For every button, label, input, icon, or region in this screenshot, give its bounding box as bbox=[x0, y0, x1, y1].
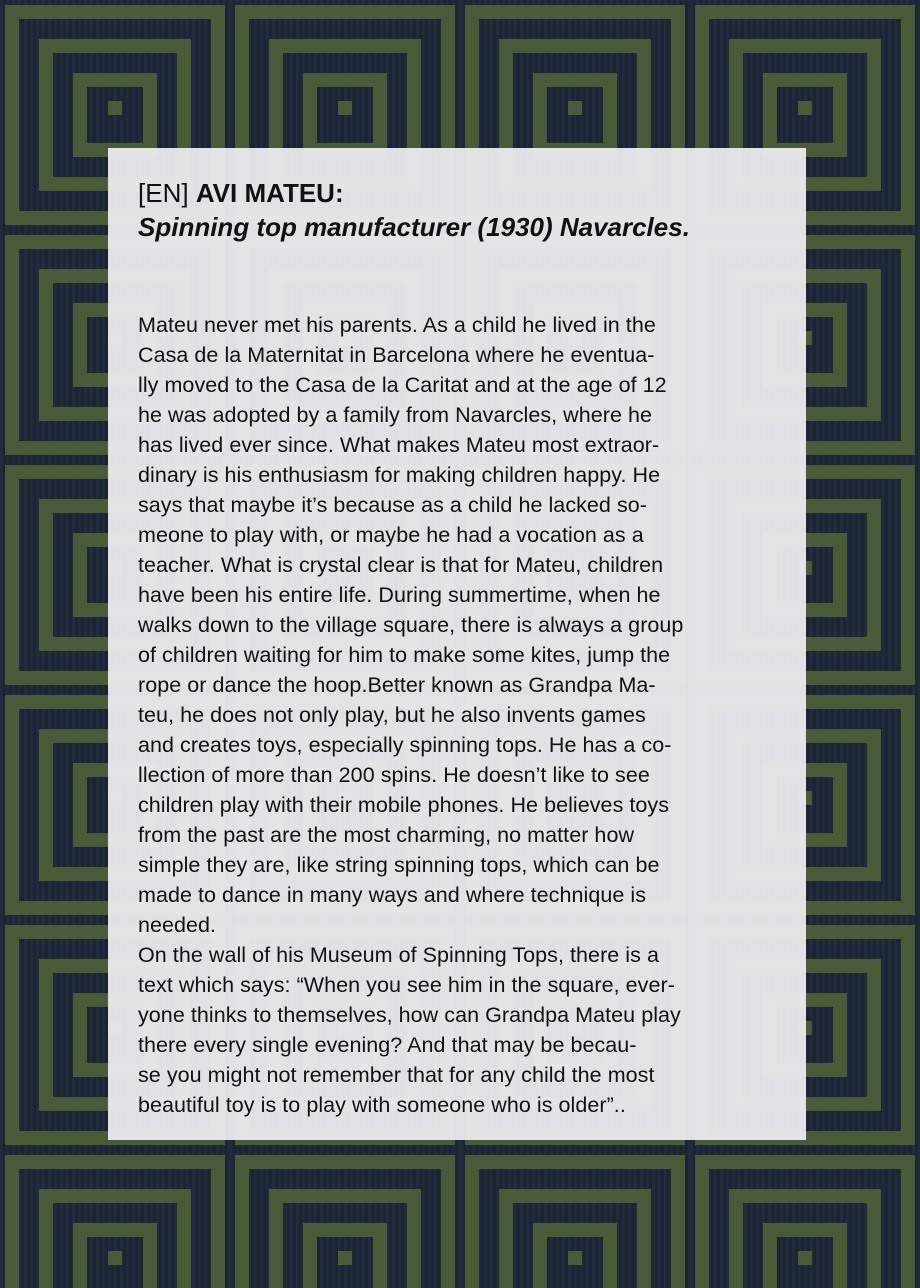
text-card bbox=[108, 148, 806, 1140]
biography-paragraph-1: Mateu never met his parents. As a child he lived in the Casa de la Maternitat in Barcelona where he eventua- lly moved to the Casa de la Caritat and at the age of 12 he was adopted by a family from Navarcles, where he has lived ever since. What makes Mateu most extraor- dinary is his enthusiasm for making children happy. He says that maybe it’s because as a child he lacked so- meone to play with, or maybe he had a vocation as a teacher. What is crystal clear is that for Mateu, children have been his entire life. During summertime, when he walks down to the village square, there is always a group of children waiting for him to make some kites, jump the rope or dance the hoop.Better known as Grandpa Ma- teu, he does not only play, but he also invents games and creates toys, especially spinning tops. He has a co- llection of more than 200 spins. He doesn’t like to see children play with their mobile phones. He believes toys from the past are the most charming, no matter how simple they are, like string spinning tops, which can be made to dance in many ways and where technique is needed. bbox=[138, 313, 684, 937]
biography-text bbox=[138, 310, 776, 1120]
page-subtitle: Spinning top manufacturer (1930) Navarcles. bbox=[138, 212, 690, 242]
language-tag: [EN] bbox=[138, 178, 189, 208]
biography-paragraph-2: On the wall of his Museum of Spinning Tops, there is a text which says: “When you see him in the square, ever- yone thinks to themselves, how can Grandpa Mateu play there every single evening? And that may be becau- se you might not remember that for any child the most beautiful toy is to play with someone who is older”.. bbox=[138, 943, 681, 1117]
person-name: AVI MATEU: bbox=[195, 178, 344, 208]
page-heading bbox=[138, 176, 776, 210]
